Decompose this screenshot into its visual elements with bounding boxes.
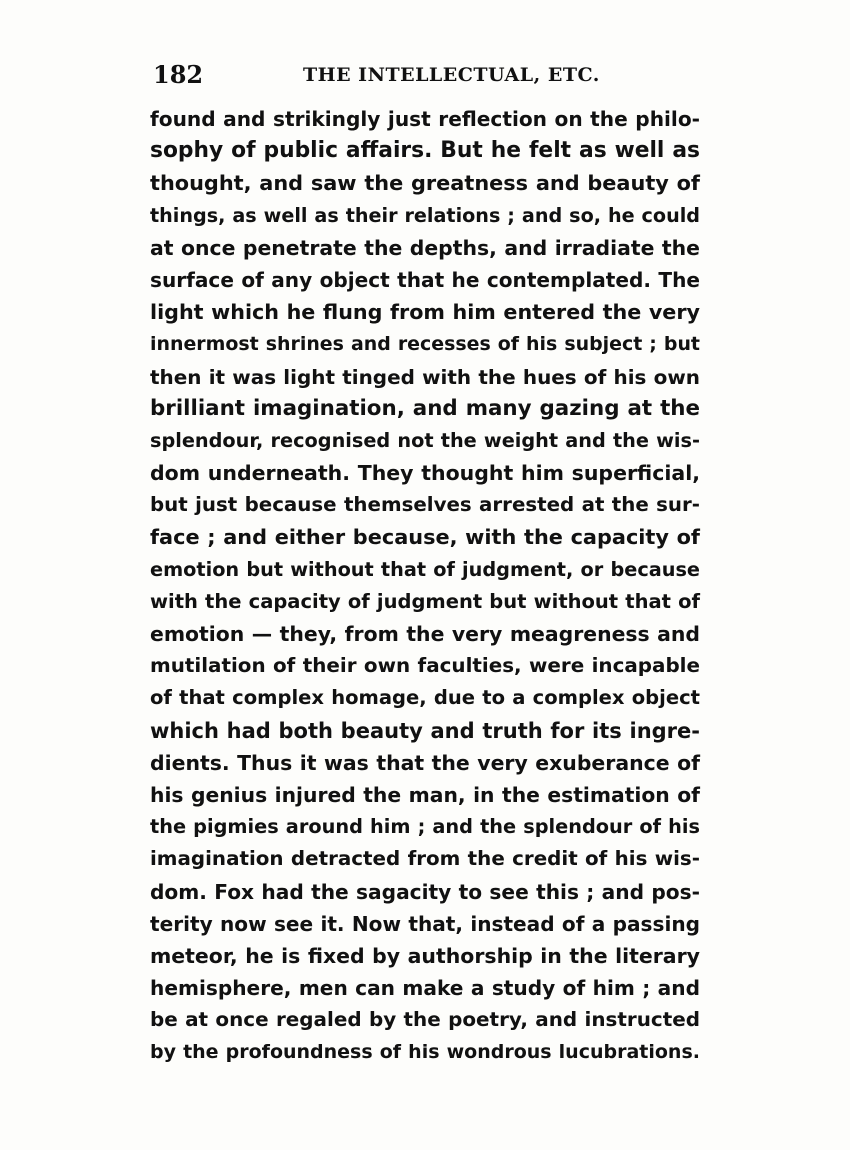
text-line: then it was light tinged with the hues of his own [150,364,700,389]
page-header [153,60,701,90]
text-line: with the capacity of judgment but without that of [150,589,700,613]
text-line: found and strikingly just reflection on the philo- [150,107,700,131]
text-line: splendour, recognised not the weight and the wis- [150,428,700,452]
text-line: be at once regaled by the poetry, and instructed [150,1008,700,1032]
text-line: emotion but without that of judgment, or because [150,557,700,581]
text-line: sophy of public affairs. But he felt as well as [150,138,700,164]
text-line: the pigmies around him ; and the splendour of his [150,815,700,839]
text-line: imagination detracted from the credit of his wis- [150,847,700,871]
text-line: terity now see it. Now that, instead of a passing [150,911,700,936]
text-line: brilliant imagination, and many gazing at the [150,395,700,421]
text-line: face ; and either because, with the capacity of [150,525,700,550]
text-line: by the profoundness of his wondrous lucubrations. [150,1041,700,1064]
text-line: surface of any object that he contemplated. The [150,267,700,292]
text-line: thought, and saw the greatness and beauty of [150,171,700,196]
text-line: his genius injured the man, in the estimation of [150,782,700,807]
page-number: 182 [153,60,204,89]
text-line: mutilation of their own faculties, were incapable [150,654,700,678]
text-line: dom. Fox had the sagacity to see this ; and pos- [150,879,700,904]
text-line: dients. Thus it was that the very exuberance of [150,750,700,775]
body-text [150,103,700,1069]
text-line: meteor, he is fixed by authorship in the literary [150,943,700,968]
running-head: THE INTELLECTUAL, ETC. [303,64,600,86]
text-line: innermost shrines and recesses of his subject ; but [150,333,700,356]
text-line: which had both beauty and truth for its ingre- [150,717,700,743]
text-line: things, as well as their relations ; and so, he could [150,203,700,227]
text-line: at once penetrate the depths, and irradiate the [150,235,700,260]
text-line: light which he flung from him entered the very [150,300,700,325]
text-line: hemisphere, men can make a study of him ; and [150,976,700,1001]
text-line: but just because themselves arrested at the sur- [150,493,700,517]
text-line: dom underneath. They thought him superficial, [150,461,700,486]
text-line: of that complex homage, due to a complex object [150,686,700,710]
text-line: emotion — they, from the very meagreness and [150,622,700,646]
